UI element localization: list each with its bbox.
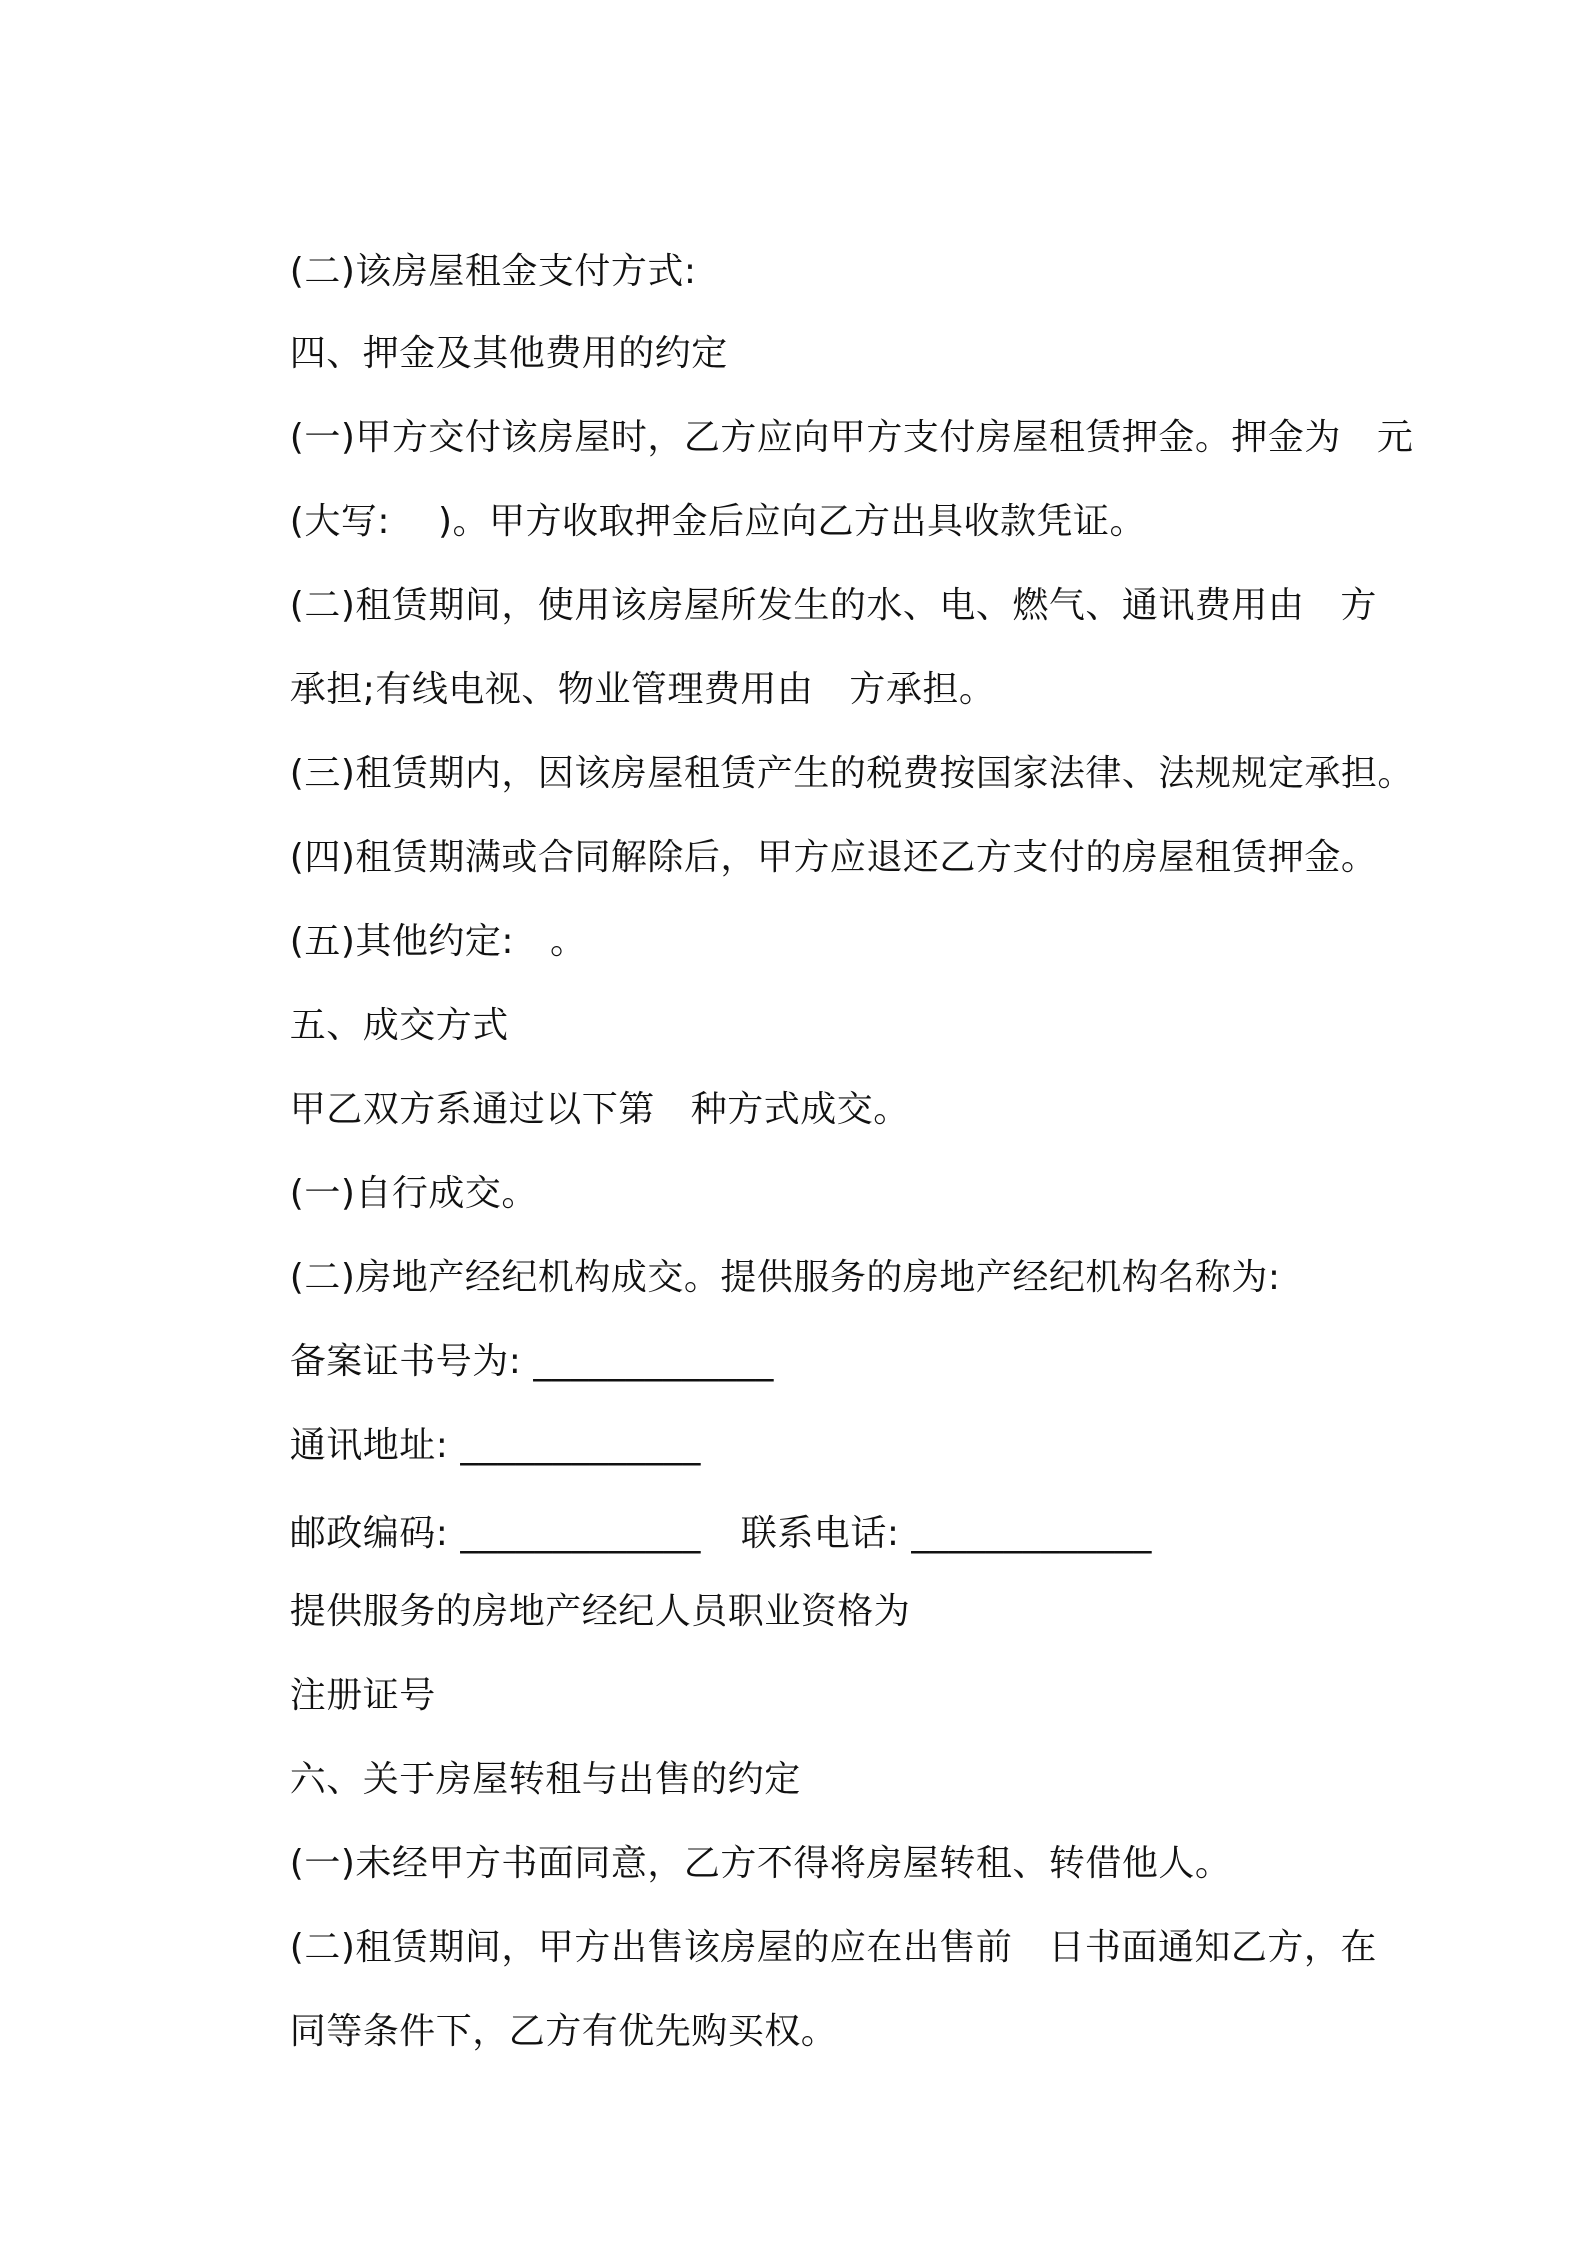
transaction-method-text: 甲乙双方系通过以下第: [289, 1089, 655, 1130]
self-transaction-text: (一)自行成交。: [289, 1173, 538, 1214]
section-5-heading-text: 五、成交方式: [289, 1005, 509, 1046]
deposit-receipt-text: )。甲方收取押金后应向乙方出具收款凭证。: [437, 501, 1147, 542]
section-4-heading-text: 四、押金及其他费用的约定: [289, 333, 728, 374]
sale-notice-suffix: 日书面通知乙方，在: [1048, 1927, 1377, 1968]
cable-party-suffix: 方承担。: [849, 669, 996, 710]
registration-number-text: 注册证号: [289, 1675, 436, 1716]
sublease-text: (一)未经甲方书面同意，乙方不得将房屋转租、转借他人。: [289, 1843, 1232, 1884]
section-6-heading-text: 六、关于房屋转租与出售的约定: [289, 1759, 801, 1800]
utilities-text: (二)租赁期间，使用该房屋所发生的水、电、燃气、通讯费用由: [289, 585, 1305, 626]
utilities-party-suffix: 方: [1340, 585, 1377, 626]
transaction-method-suffix: 种方式成交。: [690, 1089, 910, 1130]
sale-notice-text: (二)租赁期间，甲方出售该房屋的应在出售前: [289, 1927, 1013, 1968]
deposit-refund-text: (四)租赁期满或合同解除后，甲方应退还乙方支付的房屋租赁押金。: [289, 837, 1378, 878]
taxes-text: (三)租赁期内，因该房屋租赁产生的税费按国家法律、法规规定承担。: [289, 753, 1414, 794]
mailing-address-text: 通讯地址: _____________: [289, 1425, 701, 1466]
postcode-text: 邮政编码: _____________: [289, 1513, 701, 1554]
deposit-unit-text: 元: [1376, 417, 1414, 458]
cable-property-text: 承担;有线电视、物业管理费用由: [289, 669, 814, 710]
agency-transaction-text: (二)房地产经纪机构成交。提供服务的房地产经纪机构名称为:: [289, 1257, 1281, 1298]
deposit-text: (一)甲方交付该房屋时，乙方应向甲方支付房屋租赁押金。押金为: [289, 417, 1341, 458]
phone-text: 联系电话: _____________: [740, 1513, 1152, 1554]
agent-qualification-text: 提供服务的房地产经纪人员职业资格为: [289, 1591, 911, 1632]
other-terms-label: (五)其他约定:: [289, 921, 515, 962]
payment-method-text: (二)该房屋租金支付方式:: [289, 251, 697, 292]
priority-purchase-text: 同等条件下，乙方有优先购买权。: [289, 2011, 838, 2052]
filing-certificate-text: 备案证书号为: _____________: [289, 1341, 774, 1382]
deposit-capital-label: (大写:: [289, 501, 390, 542]
priority-purchase-line: [242, 1966, 837, 2098]
other-terms-end: 。: [550, 921, 587, 962]
